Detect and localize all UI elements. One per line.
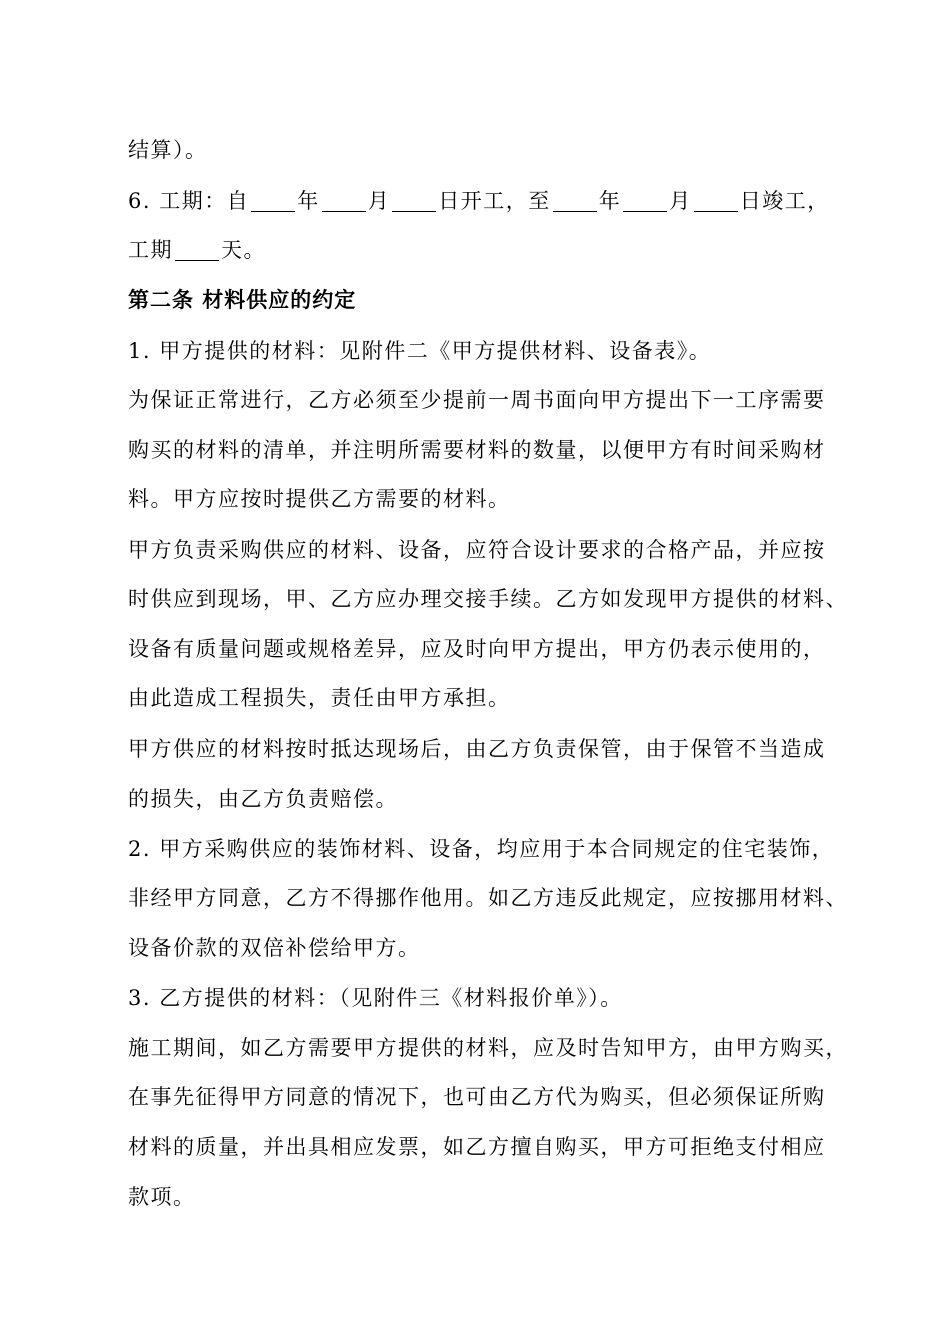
- paragraph-line: 在事先征得甲方同意的情况下，也可由乙方代为购买，但必须保证所购: [128, 1085, 826, 1109]
- paragraph-line: 非经甲方同意，乙方不得挪作他用。如乙方违反此规定，应按挪用材料、: [128, 886, 848, 910]
- paragraph-line: 为保证正常进行，乙方必须至少提前一周书面向甲方提出下一工序需要: [128, 388, 826, 412]
- period-year-label: 年: [297, 189, 320, 213]
- section-heading: 第二条 材料供应的约定: [128, 288, 357, 312]
- paragraph-line: 材料的质量，并出具相应发票，如乙方擅自购买，甲方可拒绝支付相应: [128, 1135, 826, 1159]
- blank-field: [694, 191, 738, 212]
- blank-field: [392, 191, 436, 212]
- days-unit: 天。: [221, 238, 266, 262]
- paragraph-line: 3. 乙方提供的材料：（见附件三《材料报价单》）。: [128, 986, 623, 1010]
- blank-field: [175, 240, 219, 261]
- period-start-label: 日开工，至: [438, 189, 551, 213]
- paragraph-line: 甲方负责采购供应的材料、设备，应符合设计要求的合格产品，并应按: [128, 538, 826, 562]
- blank-field: [322, 191, 366, 212]
- paragraph-line: 设备有质量问题或规格差异，应及时向甲方提出，甲方仍表示使用的，: [128, 637, 826, 661]
- paragraph-line: 1. 甲方提供的材料：见附件二《甲方提供材料、设备表》。: [128, 339, 712, 363]
- period-month-label: 月: [367, 189, 391, 213]
- paragraph-line: 款项。: [128, 1185, 196, 1209]
- period-month-label: 月: [669, 189, 692, 213]
- construction-period-line: [128, 187, 830, 215]
- period-year-label: 年: [598, 189, 622, 213]
- blank-field: [623, 191, 667, 212]
- paragraph-line: 施工期间，如乙方需要甲方提供的材料，应及时告知甲方，由甲方购买，: [128, 1036, 848, 1060]
- paragraph-line: 由此造成工程损失，责任由甲方承担。: [128, 686, 511, 710]
- blank-field: [553, 191, 597, 212]
- paragraph-line: 设备价款的双倍补偿给甲方。: [128, 936, 421, 960]
- paragraph-line: 的损失，由乙方负责赔偿。: [128, 787, 398, 811]
- period-prefix: 6. 工期：自: [128, 189, 250, 213]
- days-label: 工期: [128, 238, 173, 262]
- paragraph-line: 购买的材料的清单，并注明所需要材料的数量，以便甲方有时间采购材: [128, 438, 826, 462]
- paragraph-line: 2. 甲方采购供应的装饰材料、设备，均应用于本合同规定的住宅装饰，: [128, 837, 835, 861]
- blank-field: [251, 191, 295, 212]
- paragraph-line: 时供应到现场，甲、乙方应办理交接手续。乙方如发现甲方提供的材料、: [128, 587, 848, 611]
- paragraph-line: 结算）。: [128, 138, 208, 162]
- period-end-label: 日竣工，: [739, 189, 830, 213]
- paragraph-line: 甲方供应的材料按时抵达现场后，由乙方负责保管，由于保管不当造成: [128, 737, 826, 761]
- construction-days-line: [128, 236, 266, 264]
- paragraph-line: 料。甲方应按时提供乙方需要的材料。: [128, 487, 511, 511]
